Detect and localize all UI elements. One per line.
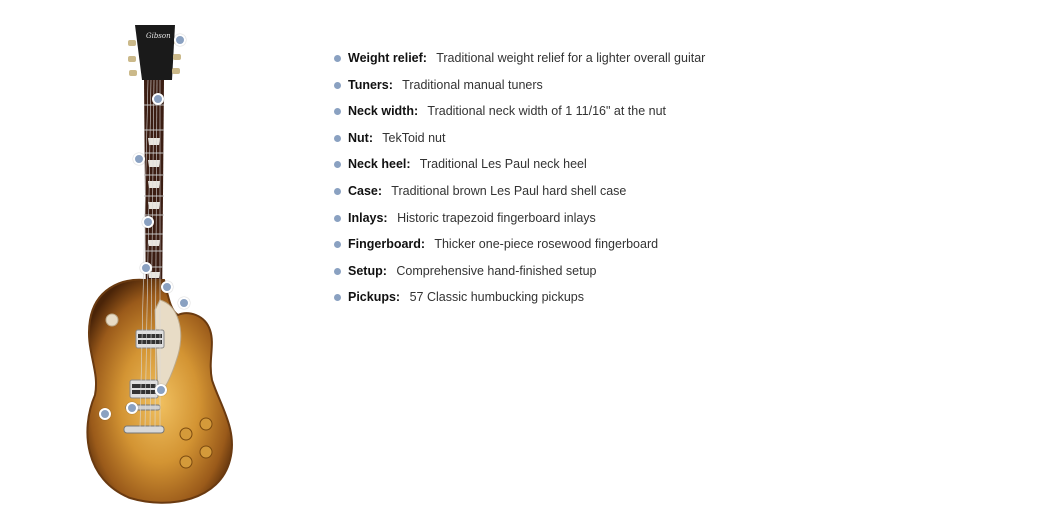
- spec-item-weight-relief: [332, 45, 705, 72]
- spec-value: Traditional manual tuners: [402, 77, 543, 92]
- bullet-icon: [334, 135, 341, 142]
- hotspot-setup[interactable]: [178, 297, 190, 309]
- spec-value: Traditional Les Paul neck heel: [419, 157, 587, 172]
- spec-value: 57 Classic humbucking pickups: [409, 290, 584, 305]
- hotspot-fingerboard[interactable]: [140, 262, 152, 274]
- spec-item-fingerboard: [332, 231, 705, 258]
- spec-key: Inlays:: [348, 210, 388, 225]
- spec-item-neck-width: [332, 98, 705, 125]
- toggle-switch: [106, 314, 118, 326]
- spec-key: Nut:: [348, 130, 373, 145]
- spec-item-pickups: [332, 284, 705, 311]
- spec-value: Traditional neck width of 1 11/16" at the nut: [427, 104, 667, 119]
- spec-list: [332, 45, 705, 311]
- spec-item-tuners: [332, 72, 705, 99]
- spec-key: Pickups:: [348, 290, 401, 305]
- spec-value: TekToid nut: [382, 130, 446, 145]
- spec-item-nut: [332, 125, 705, 152]
- bullet-icon: [334, 188, 341, 195]
- tailpiece: [124, 426, 164, 433]
- bullet-icon: [334, 215, 341, 222]
- spec-key: Neck width:: [348, 104, 419, 119]
- bullet-icon: [334, 241, 341, 248]
- bridge-pickup: [130, 380, 158, 398]
- spec-value: Comprehensive hand-finished setup: [396, 263, 597, 278]
- spec-item-inlays: [332, 205, 705, 232]
- bullet-icon: [334, 108, 341, 115]
- spec-key: Weight relief:: [348, 51, 427, 65]
- hotspot-nut[interactable]: [152, 93, 164, 105]
- bullet-icon: [334, 268, 341, 275]
- hotspot-pickups[interactable]: [155, 384, 167, 396]
- spec-value: Traditional brown Les Paul hard shell case: [391, 183, 627, 198]
- spec-item-neck-heel: [332, 151, 705, 178]
- spec-key: Neck heel:: [348, 157, 411, 172]
- spec-item-setup: [332, 258, 705, 285]
- brand-logo: Gibson: [146, 32, 171, 40]
- spec-key: Setup:: [348, 263, 387, 278]
- bullet-icon: [334, 82, 341, 89]
- hotspot-neck-width[interactable]: [133, 153, 145, 165]
- spec-key: Tuners:: [348, 77, 393, 92]
- hotspot-tuners[interactable]: [174, 34, 186, 46]
- bullet-icon: [334, 55, 341, 62]
- guitar-illustration: [60, 10, 260, 510]
- bullet-icon: [334, 294, 341, 301]
- hotspot-case[interactable]: [126, 402, 138, 414]
- spec-key: Case:: [348, 183, 383, 198]
- hotspot-inlays[interactable]: [142, 216, 154, 228]
- spec-value: Historic trapezoid fingerboard inlays: [397, 210, 596, 225]
- spec-value: Thicker one-piece rosewood fingerboard: [434, 237, 659, 252]
- spec-key: Fingerboard:: [348, 237, 426, 252]
- spec-value: Traditional weight relief for a lighter overall guitar: [436, 51, 706, 65]
- spec-item-case: [332, 178, 705, 205]
- guitar-image: [60, 10, 260, 510]
- hotspot-weight-relief[interactable]: [99, 408, 111, 420]
- hotspot-neck-heel[interactable]: [161, 281, 173, 293]
- bullet-icon: [334, 161, 341, 168]
